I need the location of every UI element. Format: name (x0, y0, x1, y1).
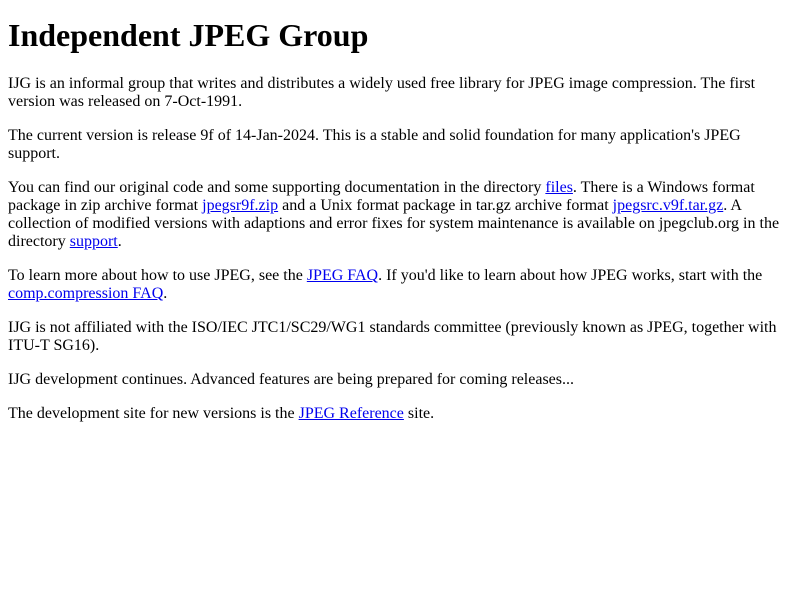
targz-package-link[interactable]: jpegsrc.v9f.tar.gz (612, 197, 724, 214)
learn-text-3: . (163, 285, 168, 302)
downloads-text-2: . There is a Windows format package in zip archive format (8, 179, 755, 214)
affiliation-paragraph: IJG is not affiliated with the ISO/IEC JTC1/SC29/WG1 standards committee (previously known as JPEG, together with ITU-T SG16). (8, 319, 777, 354)
downloads-paragraph (8, 179, 792, 251)
development-paragraph: IJG development continues. Advanced features are being prepared for coming releases... (8, 371, 574, 388)
development-site-paragraph (8, 405, 792, 423)
jpeg-reference-link[interactable]: JPEG Reference (298, 405, 404, 422)
zip-package-link[interactable]: jpegsr9f.zip (202, 197, 279, 214)
learn-text-2: . If you'd like to learn about how JPEG works, start with the (378, 267, 763, 284)
downloads-text-1: You can find our original code and some supporting documentation in the directory (8, 179, 546, 196)
page-title: Independent JPEG Group (8, 17, 369, 53)
downloads-text-3: and a Unix format package in tar.gz archive format (278, 197, 613, 214)
downloads-text-4: . A collection of modified versions with adaptions and error fixes for system maintenance is available on jpegclub.org in the directory (8, 197, 780, 250)
comp-compression-faq-link[interactable]: comp.compression FAQ (8, 285, 164, 302)
support-link[interactable]: support (69, 233, 118, 250)
files-link[interactable]: files (545, 179, 573, 196)
devsite-text-2: site. (403, 405, 435, 422)
jpeg-faq-link[interactable]: JPEG FAQ (306, 267, 379, 284)
learn-more-paragraph (8, 267, 792, 303)
intro-paragraph: IJG is an informal group that writes and distributes a widely used free library for JPEG image compression. The first version was released on 7-Oct-1991. (8, 75, 756, 110)
learn-text-1: To learn more about how to use JPEG, see the (8, 267, 307, 284)
current-version-paragraph: The current version is release 9f of 14-Jan-2024. This is a stable and solid foundation for many application's JPEG support. (8, 127, 741, 162)
downloads-text-5: . (117, 233, 122, 250)
devsite-text-1: The development site for new versions is the (8, 405, 299, 422)
